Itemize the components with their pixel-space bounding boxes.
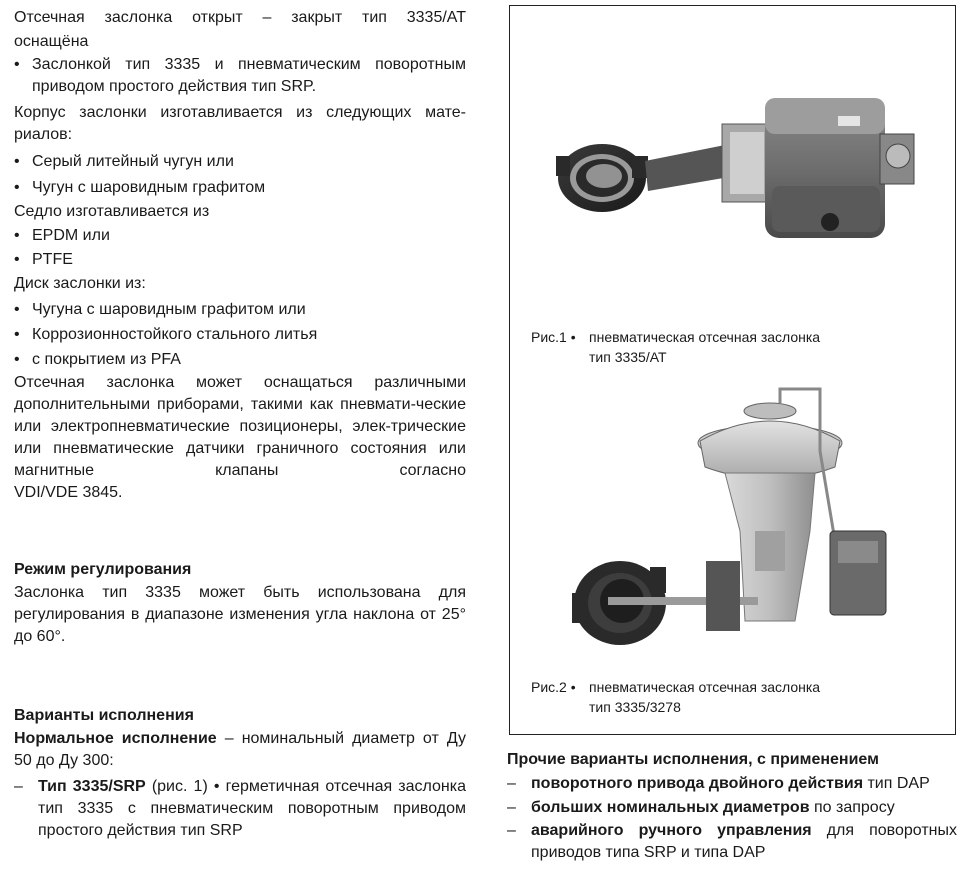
seat-intro: Седло изготавливается из bbox=[14, 203, 210, 220]
bullet-dot-icon: • bbox=[14, 56, 20, 73]
accessories-text: Отсечная заслонка может оснащаться различными дополнительными приборами, такими как пневмати-ческие или электропневматические позиционеры, элек-трические или пневматические датчики граничного состояния или магнитные клапаны согласно bbox=[14, 374, 466, 479]
bullet-dot-icon: • bbox=[14, 251, 20, 268]
intro-line-2: оснащёна bbox=[14, 33, 89, 50]
figure-box bbox=[509, 5, 956, 735]
bullet-dot-icon: • bbox=[14, 301, 20, 318]
accessories-last-line: VDI/VDE 3845. bbox=[14, 484, 123, 501]
disc-material-item: • Коррозионностойкого стального литья bbox=[14, 323, 466, 347]
intro-line: Отсечная заслонка открыт – закрыт тип 3335/АТ bbox=[14, 9, 466, 26]
figure-1-caption: Рис.1 • пневматическая отсечная заслонка тип 3335/АТ bbox=[531, 329, 821, 365]
body-material-item: • Чугун с шаровидным графитом bbox=[14, 176, 466, 200]
figure-2-number: Рис.2 • bbox=[531, 679, 576, 695]
bullet-dot-icon: • bbox=[14, 153, 20, 170]
body-material-intro: Корпус заслонки изготавливается из следующих мате-риалов: bbox=[14, 104, 466, 143]
normal-version-label: Нормальное исполнение bbox=[14, 730, 217, 747]
dash-mark: – bbox=[14, 778, 23, 795]
bullet-dot-icon: • bbox=[14, 326, 20, 343]
other-version-item: – поворотного привода двойного действия тип DAP bbox=[507, 772, 957, 796]
control-text: Заслонка тип 3335 может быть использована для регулирования в диапазоне изменения угла наклона от 25° до 60°. bbox=[14, 584, 466, 645]
seat-material-item: • EPDM или bbox=[14, 224, 466, 248]
seat-material-item: • PTFE bbox=[14, 248, 466, 272]
dash-mark: – bbox=[507, 775, 516, 792]
bullet-dot-icon: • bbox=[14, 179, 20, 196]
dash-mark: – bbox=[507, 822, 516, 839]
other-version-item: – больших номинальных диаметров по запросу bbox=[507, 796, 957, 820]
disc-intro: Диск заслонки из: bbox=[14, 275, 146, 292]
right-column bbox=[507, 748, 957, 864]
dash-mark: – bbox=[507, 799, 516, 816]
type-item: – Тип 3335/SRP (рис. 1) • герметичная отсечная заслонка тип 3335 с пневматическим поворотным приводом простого действия тип SRP bbox=[14, 778, 466, 839]
figure-1-number: Рис.1 • bbox=[531, 329, 576, 345]
bullet-dot-icon: • bbox=[14, 351, 20, 368]
figure-2-caption: Рис.2 • пневматическая отсечная заслонка тип 3335/3278 bbox=[531, 679, 821, 715]
body-material-item: • Серый литейный чугун или bbox=[14, 150, 466, 174]
other-version-item: – аварийного ручного управления для поворотных приводов типа SRP и типа DAP bbox=[507, 822, 957, 861]
disc-material-item: • с покрытием из PFA bbox=[14, 348, 466, 372]
versions-heading: Варианты исполнения bbox=[14, 707, 194, 724]
left-column bbox=[14, 6, 466, 842]
bullet-dot-icon: • bbox=[14, 227, 20, 244]
equip-bullet: • Заслонкой тип 3335 и пневматическим поворотным приводом простого действия тип SRP. bbox=[14, 56, 466, 95]
type-item-label: Тип 3335/SRP bbox=[38, 778, 146, 795]
butterfly-valve-diaphragm-actuator-image bbox=[510, 381, 955, 681]
other-versions-heading: Прочие варианты исполнения, с применением bbox=[507, 751, 879, 768]
normal-version-text: Нормальное исполнение – номинальный диаметр от Ду 50 до Ду 300: bbox=[14, 730, 467, 769]
butterfly-valve-actuator-image bbox=[510, 6, 955, 306]
disc-material-item: • Чугуна с шаровидным графитом или bbox=[14, 298, 466, 322]
control-heading: Режим регулирования bbox=[14, 561, 192, 578]
